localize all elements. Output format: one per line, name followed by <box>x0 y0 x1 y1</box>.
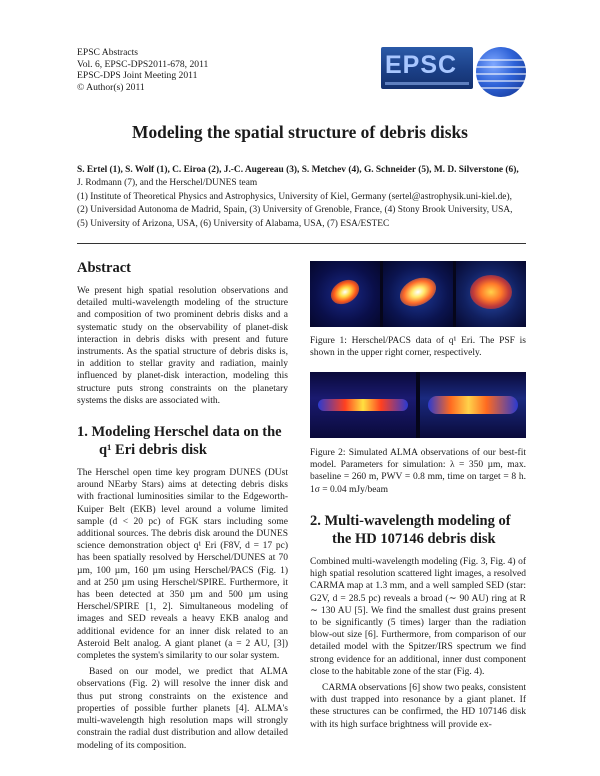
section-2-para-2: CARMA observations [6] show two peaks, consistent with dust trapped into resonance by a giant planet. If these structures can be confirmed, the HD 107146 disk with its high surface brightness will provide ex- <box>310 683 526 730</box>
figure-2-caption: Figure 2: Simulated ALMA observations of our best-fit model. Parameters for simulation: λ = 350 µm, max. baseline = 260 m, PWV = 0.8 mm, time on target = 8 h. 1σ = 0.04 mJy/beam <box>310 448 526 495</box>
abstract-heading: Abstract <box>77 260 131 276</box>
figure-1-image <box>310 261 526 327</box>
figure-2-image <box>310 372 526 438</box>
author-line-1: S. Ertel (1), S. Wolf (1), C. Eiroa (2), J.-C. Augereau (3), S. Metchev (4), G. Schneider (5), M. D. Silverstone (6), <box>77 165 519 175</box>
epsc-logo <box>381 47 473 89</box>
section-2-heading-line1: 2. Multi-wavelength modeling of <box>310 513 511 529</box>
pacs-panel-70 <box>310 261 380 327</box>
section-2-heading-line2: the HD 107146 debris disk <box>332 531 496 547</box>
section-1-heading-line2: q¹ Eri debris disk <box>99 442 207 459</box>
header-divider <box>77 243 526 244</box>
header-line-journal: EPSC Abstracts <box>77 47 139 58</box>
header-line-copyright: © Author(s) 2011 <box>77 81 145 93</box>
left-column <box>77 259 288 752</box>
pacs-panel-160 <box>456 261 526 327</box>
header-line-volume: Vol. 6, EPSC-DPS2011-678, 2011 <box>77 58 209 70</box>
section-1-heading-line1: 1. Modeling Herschel data on the <box>77 424 282 441</box>
paper-title: Modeling the spatial structure of debris disks <box>132 122 468 142</box>
section-2-para-1: Combined multi-wavelength modeling (Fig. 3, Fig. 4) of high spatial resolution scattered light images, a resolved CARMA map at 1.3 mm, and a well sampled SED (star: G2V, d = 28.5 pc) reveals a broad (∼ 90 AU) ring at R ∼ 130 AU [5]. We find the smallest dust grains present to be significantly (5 times) larger than the radiation blow-out size [6]. Furthermore, from comparison of our detailed model with the Spitzer/IRS spectrum we find strong evidence for an additional, inner dust component close to the habitable zone of the star (Fig. 4). <box>310 557 526 677</box>
section-1-para-2: Based on our model, we predict that ALMA observations (Fig. 2) will resolve the inner disk and thus put strong constraints on the existence and properties of possible further planets [4]. ALMA's multi-wavelength high resolution maps will strongly constrain the radial dust distribution and allow detailed modeling of its composition. <box>77 667 288 751</box>
figure-1-caption: Figure 1: Herschel/PACS data of q¹ Eri. The PSF is shown in the upper right corner, respectively. <box>310 336 526 359</box>
pacs-panel-100 <box>383 261 453 327</box>
affiliation-2: (2) Universidad Autonoma de Madrid, Spain, (3) University of Grenoble, France, (4) Stony Brook University, USA, <box>77 205 513 216</box>
globe-logo-icon <box>476 47 526 97</box>
author-line-2: J. Rodmann (7), and the Herschel/DUNES team <box>77 178 258 189</box>
section-2-heading <box>310 512 526 548</box>
header-line-meeting: EPSC-DPS Joint Meeting 2011 <box>77 70 198 82</box>
affiliation-3: (5) University of Arizona, USA, (6) University of Alabama, USA, (7) ESA/ESTEC <box>77 218 390 229</box>
section-1-heading <box>77 423 288 459</box>
author-block <box>77 164 527 231</box>
section-1-para-1: The Herschel open time key program DUNES (DUst around NEarby Stars) aims at detecting debris disks with fractional luminosities similar to the Edgeworth-Kuiper Belt (EKB) level around a volume limited sample (d < 20 pc) of FGK stars including some additional sources. The debris disk around the DUNES science demonstration object q¹ Eri (F8V, d = 17 pc) has been spatially resolved by Herschel/DUNES at 70 µm, 100 µm, 160 µm using Herschel/PACS (Fig. 1) and at 250 µm using Herschel/SPIRE. Furthermore, it has been detected at 350 µm and 500 µm using Herschel/SPIRE [1, 2]. Simultaneous modeling of images and SED reveals a heavy EKB analog and additional evidence for an inner disk related to an Asteroid Belt analog. A giant planet (a = 2 AU, [3]) completes the system's similarity to our solar system. <box>77 468 288 662</box>
abstract-text: We present high spatial resolution observations and detailed multi-wavelength modeling of the structure and composition of two prominent debris disks and a systematic study on the observability of planet-disk interaction in debris disks with present and future instruments. As the spatial structure of debris disks is, in addition to stellar gravity and radiation, mainly influenced by planet-disk interaction, modeling this structure puts strong constraints on the planetary systems the disks are associated with. <box>77 286 288 406</box>
right-column-section-2 <box>310 512 526 731</box>
logo-text: EPSC <box>385 51 458 79</box>
affiliation-1: (1) Institute of Theoretical Physics and Astrophysics, University of Kiel, Germany (sertel@astrophysik.uni-kiel.de), <box>77 191 512 202</box>
journal-header <box>77 47 208 93</box>
